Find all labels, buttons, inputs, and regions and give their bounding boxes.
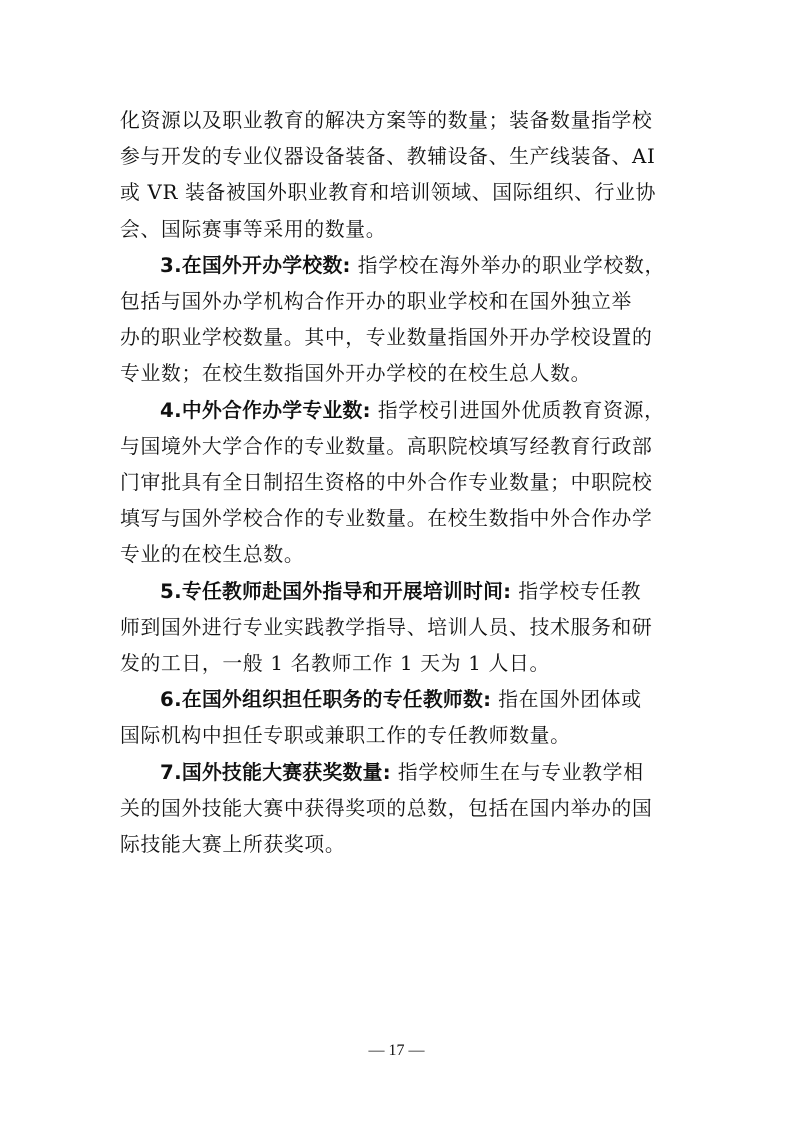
document-body bbox=[120, 103, 673, 863]
text-line: 或 VR 装备被国外职业教育和培训领域、国际组织、行业协 bbox=[120, 181, 657, 205]
text-line: 指在国外团体或 bbox=[491, 688, 642, 712]
text-line: 师到国外进行专业实践教学指导、培训人员、技术服务和研 bbox=[120, 615, 653, 639]
text-line: 门审批具有全日制招生资格的中外合作专业数量；中职院校 bbox=[120, 471, 653, 495]
text-line: 指学校在海外举办的职业学校数， bbox=[350, 253, 665, 277]
paragraph-teacher-training-time bbox=[120, 574, 673, 683]
heading-overseas-schools: 3.在国外开办学校数: bbox=[160, 253, 351, 277]
page-number: — 17 — bbox=[368, 1042, 425, 1059]
text-line: 国际机构中担任专职或兼职工作的专任教师数量。 bbox=[120, 724, 571, 748]
paragraph-overseas-schools bbox=[120, 248, 673, 393]
paragraph-continuation bbox=[120, 103, 673, 248]
paragraph-joint-programs bbox=[120, 393, 673, 574]
text-line: 指学校师生在与专业教学相 bbox=[390, 760, 644, 784]
text-line: 指学校引进国外优质教育资源， bbox=[370, 398, 665, 422]
paragraph-teachers-in-intl-orgs bbox=[120, 682, 673, 754]
text-line: 关的国外技能大赛中获得奖项的总数，包括在国内举办的国 bbox=[120, 796, 653, 820]
paragraph-skills-awards bbox=[120, 755, 673, 864]
text-line: 专业数；在校生数指国外开办学校的在校生总人数。 bbox=[120, 362, 592, 386]
text-line: 专业的在校生总数。 bbox=[120, 543, 305, 567]
text-line: 发的工日，一般 1 名教师工作 1 天为 1 人日。 bbox=[120, 652, 550, 676]
text-line: 办的职业学校数量。其中，专业数量指国外开办学校设置的 bbox=[120, 326, 653, 350]
text-line: 指学校专任教 bbox=[511, 579, 642, 603]
text-line: 会、国际赛事等采用的数量。 bbox=[120, 217, 387, 241]
text-line: 包括与国外办学机构合作开办的职业学校和在国外独立举 bbox=[120, 290, 633, 314]
text-line: 际技能大赛上所获奖项。 bbox=[120, 833, 346, 857]
heading-skills-awards: 7.国外技能大赛获奖数量: bbox=[160, 760, 391, 784]
heading-teachers-in-intl-orgs: 6.在国外组织担任职务的专任教师数: bbox=[160, 688, 492, 712]
text-line: 参与开发的专业仪器设备装备、教辅设备、生产线装备、AI bbox=[120, 145, 656, 169]
heading-teacher-training-time: 5.专任教师赴国外指导和开展培训时间: bbox=[160, 579, 512, 603]
text-line: 填写与国外学校合作的专业数量。在校生数指中外合作办学 bbox=[120, 507, 653, 531]
text-line: 化资源以及职业教育的解决方案等的数量；装备数量指学校 bbox=[120, 109, 653, 132]
heading-joint-programs: 4.中外合作办学专业数: bbox=[160, 398, 371, 422]
text-line: 与国境外大学合作的专业数量。高职院校填写经教育行政部 bbox=[120, 434, 653, 458]
